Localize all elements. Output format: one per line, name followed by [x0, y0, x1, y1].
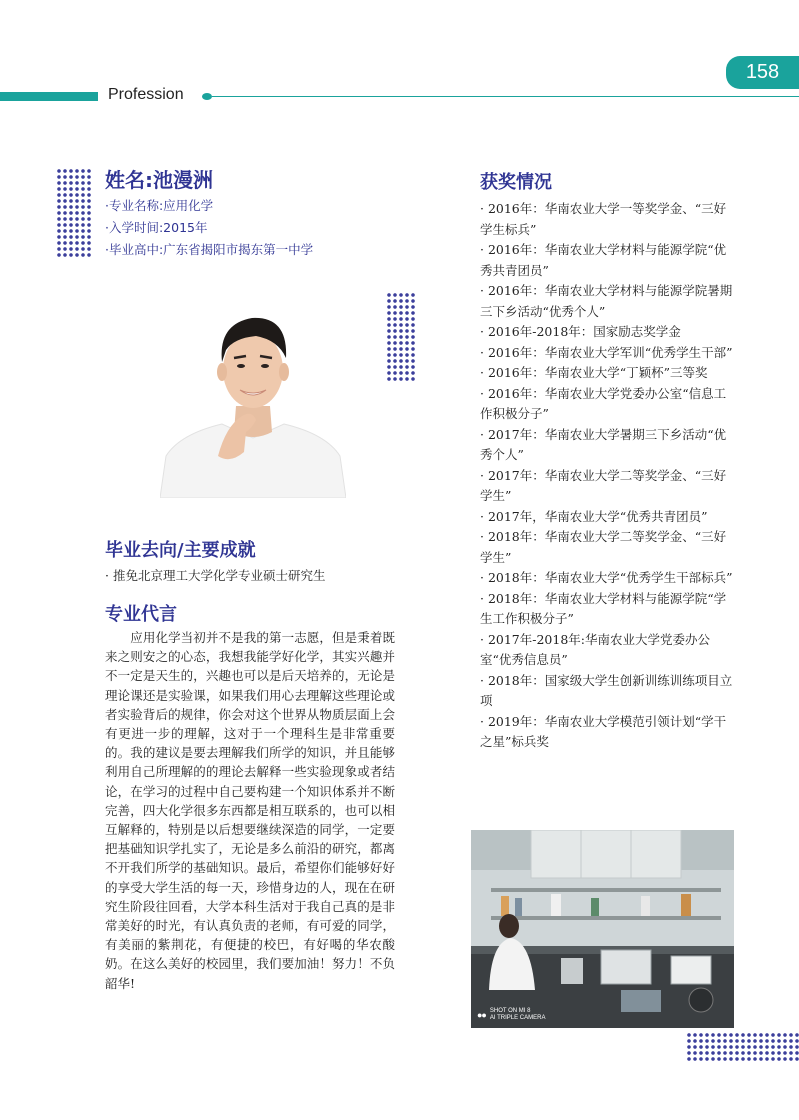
dot-grid-decoration — [686, 1032, 799, 1062]
header-rule-right — [726, 96, 799, 97]
award-item: · 2018年：华南农业大学二等奖学金、“三好学生” — [480, 529, 727, 565]
student-portrait — [160, 306, 346, 498]
camera-logo-icon: ●● — [477, 1009, 486, 1020]
award-item: · 2016年：华南农业大学党委办公室“信息工作积极分子” — [480, 385, 727, 421]
award-item: · 2016年：华南农业大学“丁颖杯”三等奖 — [480, 365, 708, 380]
lab-photo — [471, 830, 734, 1028]
award-item: · 2018年：华南农业大学“优秀学生干部标兵” — [480, 570, 733, 585]
high-school-field: ·毕业高中:广东省揭阳市揭东第一中学 — [105, 242, 314, 257]
award-item: · 2018年：国家级大学生创新训练训练项目立项 — [480, 672, 733, 708]
award-item: · 2016年：华南农业大学材料与能源学院“优秀共青团员” — [480, 242, 727, 278]
award-item: · 2018年：华南农业大学材料与能源学院“学生工作积极分子” — [480, 590, 727, 626]
watermark-line: SHOT ON MI 8 — [489, 1008, 531, 1014]
section-label: Profession — [108, 86, 184, 103]
award-item: · 2016年：华南农业大学材料与能源学院暑期三下乡活动“优秀个人” — [480, 283, 733, 319]
award-item: · 2017年-2018年:华南农业大学党委办公室“优秀信息员” — [480, 631, 711, 667]
destination-heading: 毕业去向/主要成就 — [105, 540, 256, 561]
student-name: 姓名:池漫洲 — [105, 168, 213, 192]
header-accent-bar — [0, 92, 98, 101]
award-item: · 2019年：华南农业大学模范引领计划“学干之星”标兵奖 — [480, 713, 727, 749]
testimonial-heading: 专业代言 — [105, 604, 177, 625]
award-item: · 2016年：华南农业大学军训“优秀学生干部” — [480, 344, 733, 360]
award-item: · 2017年：华南农业大学二等奖学金、“三好学生” — [480, 467, 727, 503]
awards-heading: 获奖情况 — [480, 172, 552, 193]
destination-text: · 推免北京理工大学化学专业硕士研究生 — [105, 568, 326, 583]
major-field: ·专业名称:应用化学 — [105, 198, 214, 213]
award-item: · 2016年：华南农业大学一等奖学金、“三好学生标兵” — [480, 201, 727, 237]
award-item: · 2017年：华南农业大学暑期三下乡活动“优秀个人” — [480, 426, 727, 462]
awards-list — [480, 199, 736, 753]
award-item: · 2017年，华南农业大学“优秀共青团员” — [480, 508, 708, 524]
testimonial-text: 应用化学当初并不是我的第一志愿，但是秉着既来之则安之的心态，我想我能学好化学，其实兴趣并不一定是天生的，兴趣也可以是后天培养的，无论是理论课还是实验课，如果我们用心去理解这些理论或者实验背后的规律，你会对这个世界从物质层面上会有更进一步的理解，这对于一个理科生是非常重要的。我的建议是要去理解我们所学的知识，并且能够利用自己所理解的的理论去解释一些实验现象或者结论，在学习的过程中自己要构建一个知识体系并不断完善，四大化学很多东西都是相互联系的，也可以相互解释的，特别是以后想要继续深造的同学，一定要把基础知识学扎实了，无论是多么前沿的研究，都离不开我们所学的基础知识。最后，希望你们能够好好的享受大学生活的每一天，珍惜身边的人，现在在研究生阶段往回看，大学本科生活对于我自己真的是非常美好的时光，有认真负责的老师，有可爱的同学，有美丽的紫荆花，有便捷的校巴，有好喝的华农酸奶。在这么美好的校园里，我们要加油！努力！不负韶华! — [105, 630, 395, 991]
header-bullet — [202, 93, 212, 100]
dot-grid-decoration — [56, 168, 92, 258]
page-number: 158 — [726, 56, 799, 89]
award-item: · 2016年-2018年：国家励志奖学金 — [480, 324, 681, 339]
watermark-line: AI TRIPLE CAMERA — [489, 1015, 546, 1021]
dot-grid-decoration — [386, 292, 416, 382]
camera-watermark — [477, 1008, 545, 1022]
header-rule — [212, 96, 726, 97]
enroll-field: ·入学时间:2015年 — [105, 220, 208, 235]
